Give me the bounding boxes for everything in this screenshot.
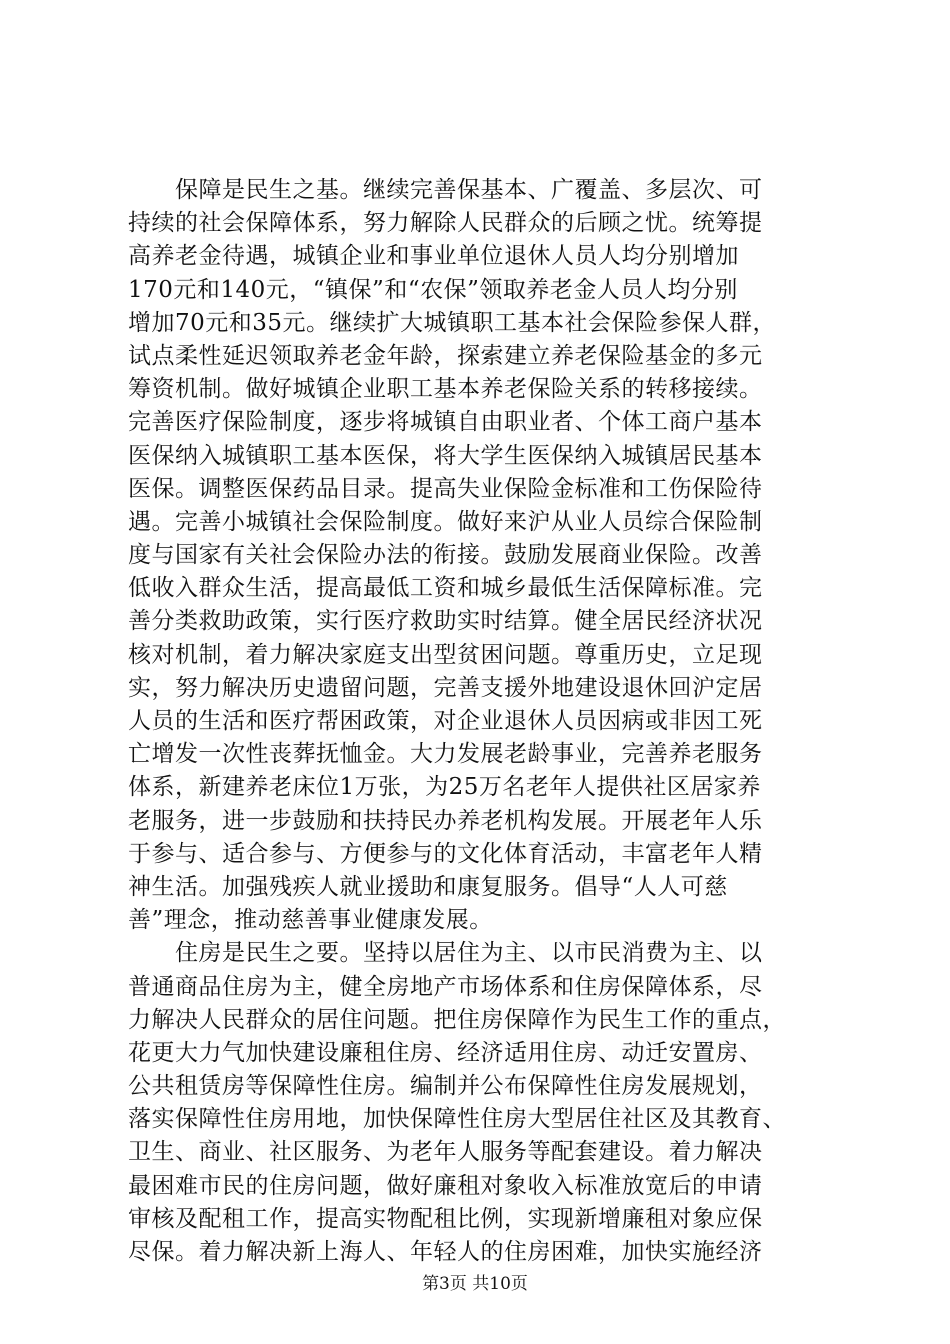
text-line: 核对机制，着力解决家庭支出型贫困问题。尊重历史，立足现 [128,641,763,668]
text-line: 体系，新建养老床位1万张，为25万名老年人提供社区居家养 [128,774,761,801]
text-line: 遇。完善小城镇社会保险制度。做好来沪从业人员综合保险制 [128,508,763,535]
text-line: 花更大力气加快建设廉租住房、经济适用住房、动迁安置房、 [128,1039,763,1066]
text-line: 老服务，进一步鼓励和扶持民办养老机构发展。开展老年人乐 [128,807,763,834]
text-line: 落实保障性住房用地，加快保障性住房大型居住社区及其教育、 [128,1106,786,1133]
text-line: 高养老金待遇，城镇企业和事业单位退休人员人均分别增加 [128,243,739,270]
text-line: 增加70元和35元。继续扩大城镇职工基本社会保险参保人群， [128,309,777,336]
text-line: 普通商品住房为主，健全房地产市场体系和住房保障体系，尽 [128,973,763,1000]
text-line: 人员的生活和医疗帮困政策，对企业退休人员因病或非因工死 [128,708,763,734]
text-line: 试点柔性延迟领取养老金年龄，探索建立养老保险基金的多元 [128,342,763,369]
text-line: 170元和140元，“镇保”和“农保”领取养老金人员人均分别 [128,276,738,303]
text-line: 度与国家有关社会保险办法的衔接。鼓励发展商业保险。改善 [128,542,763,569]
text-line: 力解决人民群众的居住问题。把住房保障作为民生工作的重点， [128,1006,786,1033]
text-line: 完善医疗保险制度，逐步将城镇自由职业者、个体工商户基本 [128,409,763,436]
text-line: 公共租赁房等保障性住房。编制并公布保障性住房发展规划， [128,1073,763,1100]
text-line: 善分类救助政策，实行医疗救助实时结算。健全居民经济状况 [128,608,763,635]
text-line: 实，努力解决历史遗留问题，完善支援外地建设退休回沪定居 [128,674,763,701]
body-text [128,174,840,1269]
text-line: 持续的社会保障体系，努力解除人民群众的后顾之忧。统筹提 [128,210,763,237]
text-line: 筹资机制。做好城镇企业职工基本养老保险关系的转移接续。 [128,376,763,403]
text-line: 医保。调整医保药品目录。提高失业保险金标准和工伤保险待 [128,475,763,502]
text-line: 于参与、适合参与、方便参与的文化体育活动，丰富老年人精 [128,840,763,867]
text-line: 亡增发一次性丧葬抚恤金。大力发展老龄事业，完善养老服务 [128,741,763,768]
text-line: 医保纳入城镇职工基本医保，将大学生医保纳入城镇居民基本 [128,442,763,469]
text-line: 卫生、商业、社区服务、为老年人服务等配套建设。着力解决 [128,1139,763,1166]
page-number: 第3页 共10页 [422,1274,528,1294]
text-line: 低收入群众生活，提高最低工资和城乡最低生活保障标准。完 [128,575,763,602]
text-line: 审核及配租工作，提高实物配租比例，实现新增廉租对象应保 [128,1205,763,1232]
text-line: 住房是民生之要。坚持以居住为主、以市民消费为主、以 [128,940,763,967]
text-line: 尽保。着力解决新上海人、年轻人的住房困难，加快实施经济 [128,1239,763,1265]
text-line: 善”理念，推动慈善事业健康发展。 [128,907,493,934]
text-line: 神生活。加强残疾人就业援助和康复服务。倡导“人人可慈 [128,873,728,900]
text-line: 保障是民生之基。继续完善保基本、广覆盖、多层次、可 [128,177,763,203]
text-line: 最困难市民的住房问题，做好廉租对象收入标准放宽后的申请 [128,1172,763,1199]
